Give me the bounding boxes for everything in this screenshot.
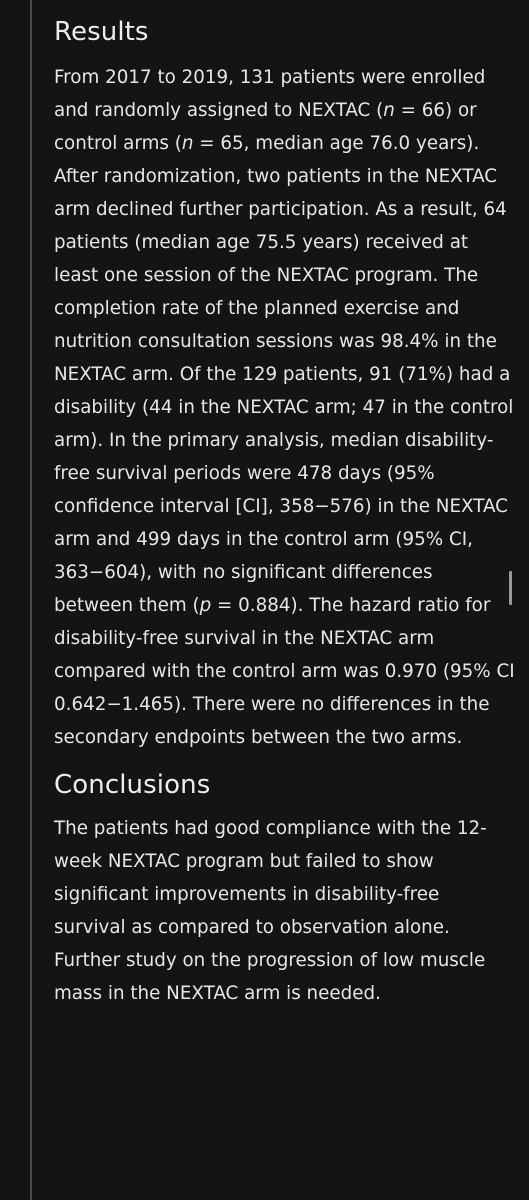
- results-heading: Results: [54, 17, 149, 47]
- results-text-part-4: = 0.884). The hazard ratio for disability-free survival in the NEXTAC arm compared with the control arm was 0.970 (95% CI 0.642−1.465). There were no differences in the secondary endpoints between the two arms.: [54, 595, 515, 748]
- conclusions-paragraph: The patients had good compliance with the 12-week NEXTAC program but failed to show significant improvements in disability-free survival as compared to observation alone. Further study on the progression of low muscle mass in the NEXTAC arm is needed.: [54, 818, 487, 1004]
- results-text-part-3: = 65, median age 76.0 years). After randomization, two patients in the NEXTAC arm declined further participation. As a result, 64 patients (median age 75.5 years) received at least one session of the NEXTAC program. The completion rate of the planned exercise and nutrition consultation sessions was 98.4% in the NEXTAC arm. Of the 129 patients, 91 (71%) had a disability (44 in the NEXTAC arm; 47 in the control arm). In the primary analysis, median disability-free survival periods were 478 days (95% confidence interval [CI], 358−576) in the NEXTAC arm and 499 days in the control arm (95% CI, 363−604), with no significant differences between them (: [54, 133, 514, 616]
- n-variable: n: [181, 133, 194, 154]
- p-variable: p: [199, 595, 212, 616]
- results-paragraph: [54, 61, 516, 754]
- results-text-part-2: = 66) or control arms (: [54, 100, 477, 154]
- conclusions-heading: Conclusions: [54, 770, 211, 800]
- n-variable: n: [383, 100, 395, 121]
- results-text-part-1: From 2017 to 2019, 131 patients were enrolled and randomly assigned to NEXTAC (: [54, 67, 486, 121]
- abstract-content: [54, 12, 516, 1010]
- scrollbar-thumb[interactable]: [509, 571, 512, 605]
- blockquote-rule: [30, 0, 32, 1200]
